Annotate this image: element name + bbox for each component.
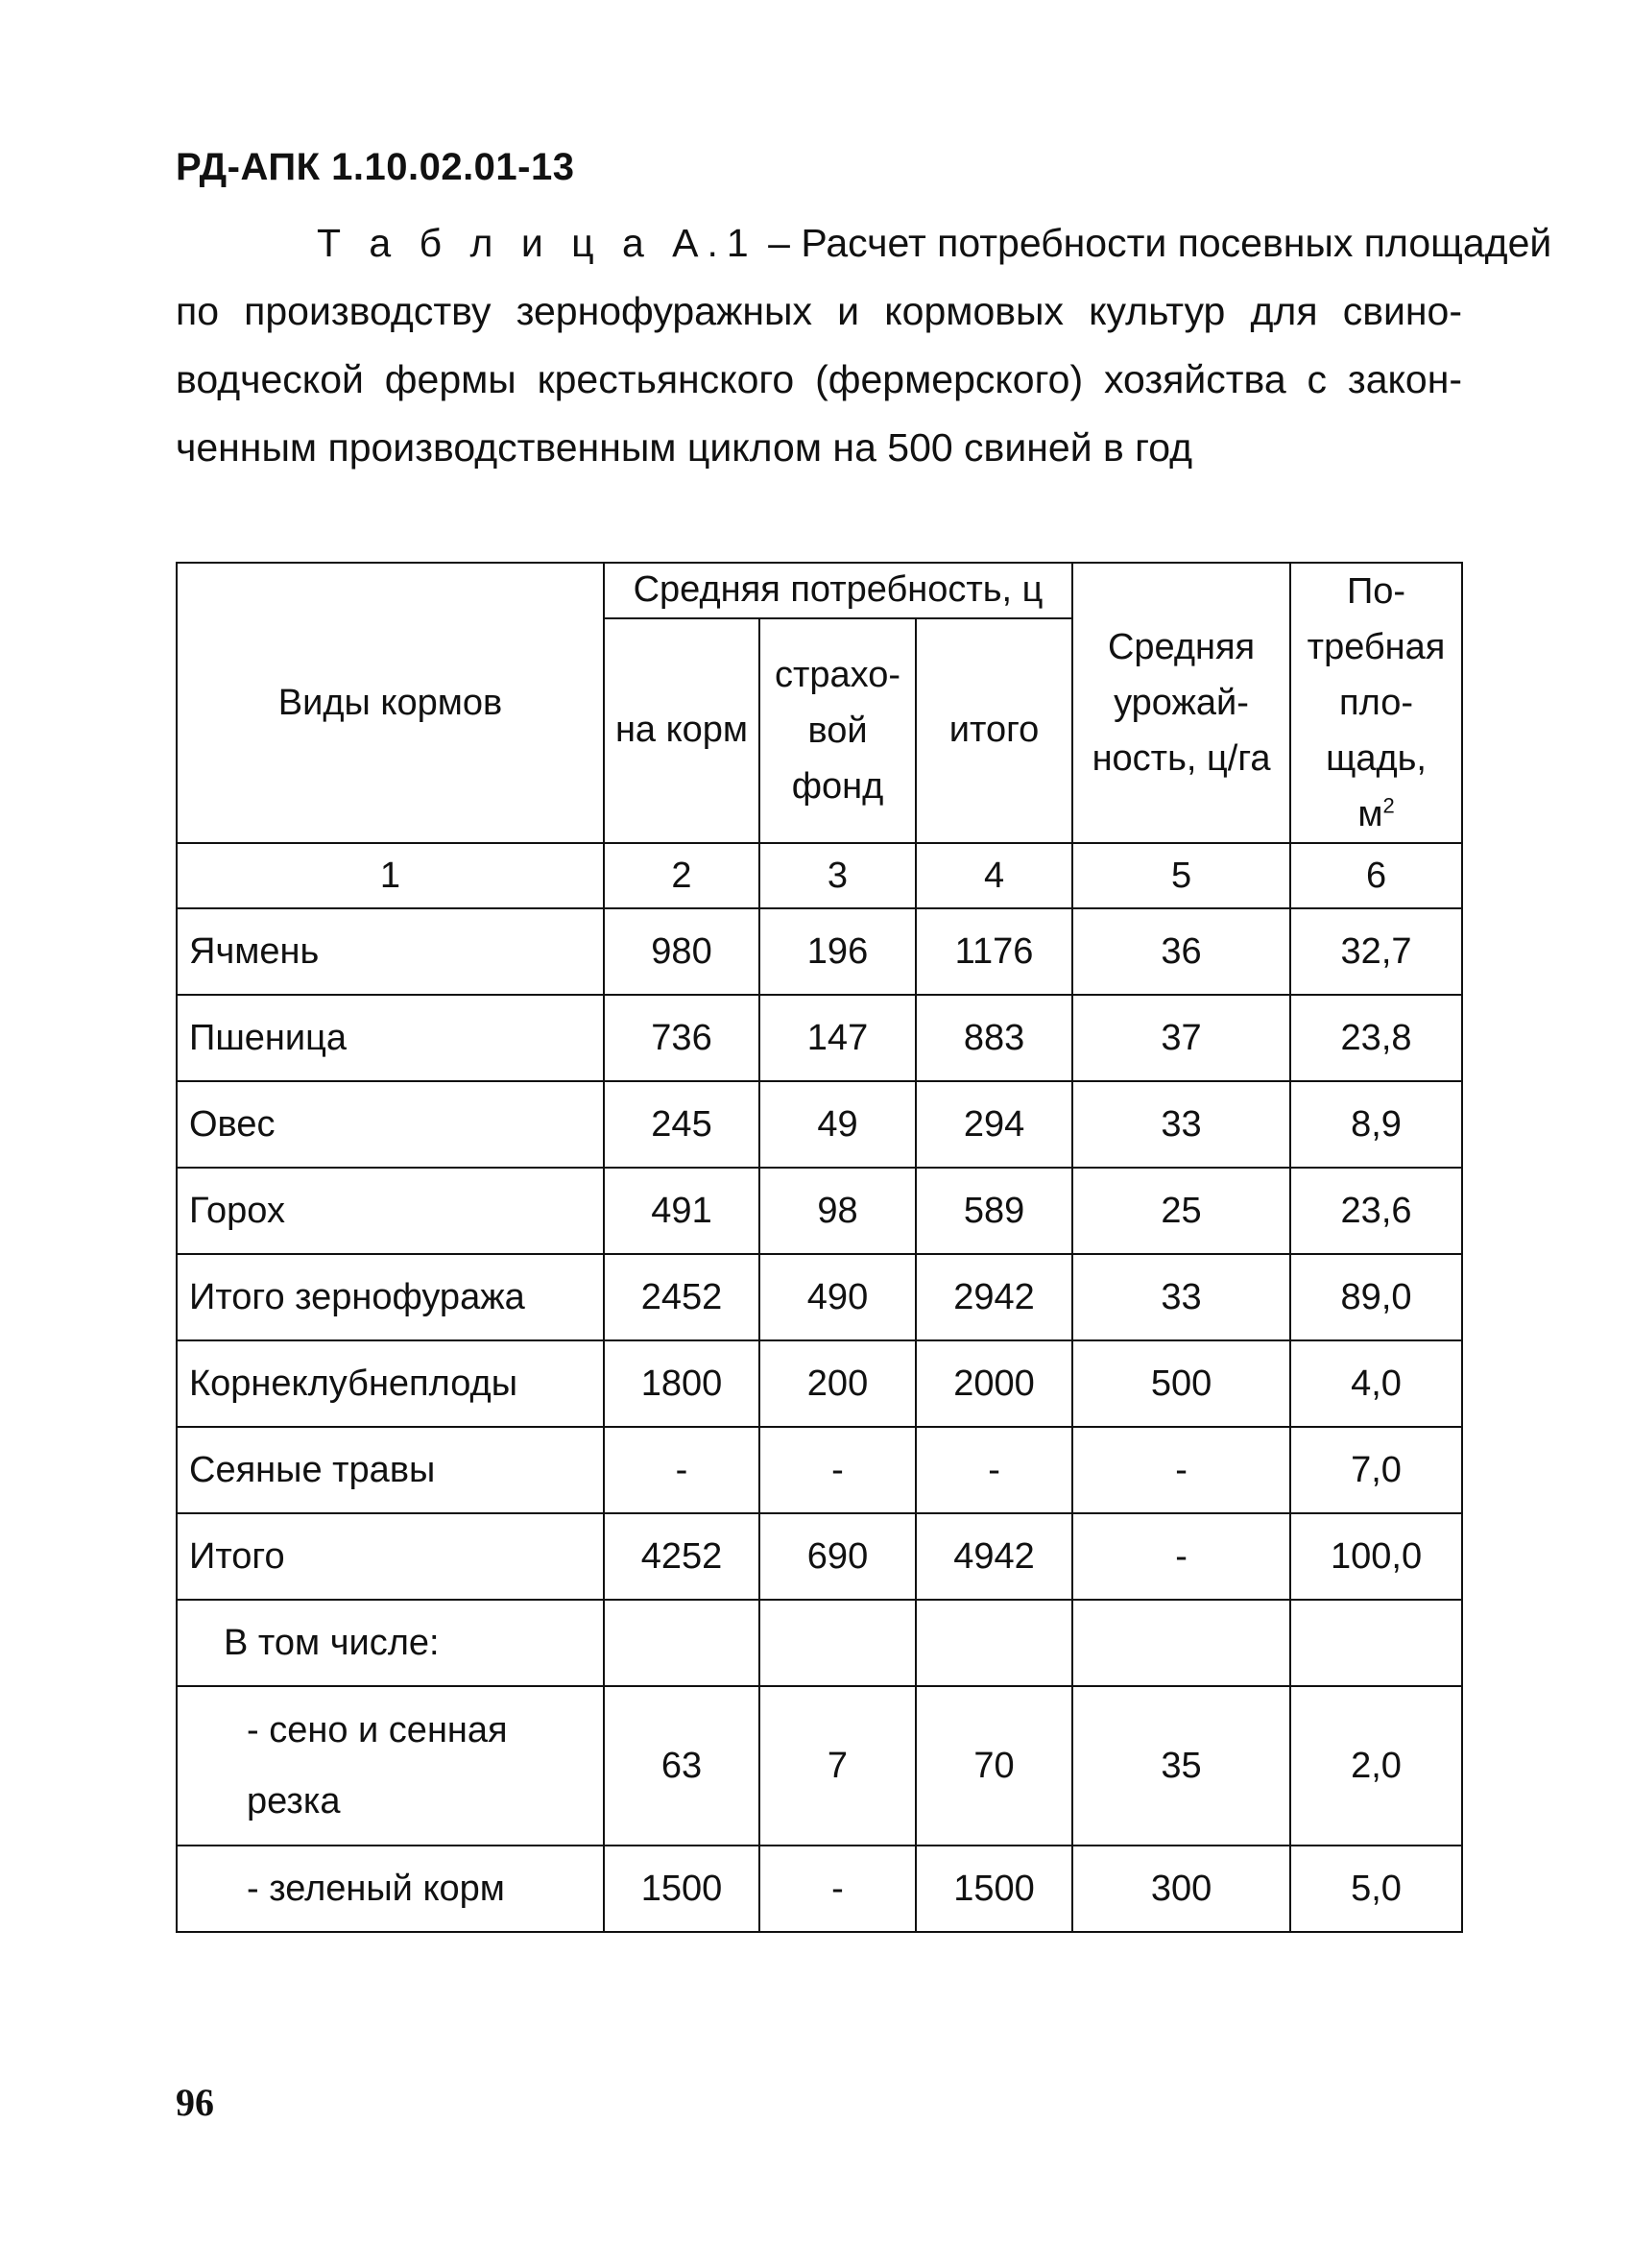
cell-total: 70 bbox=[916, 1686, 1072, 1846]
table-row bbox=[177, 1686, 1462, 1846]
caption-line-1 bbox=[176, 209, 1552, 277]
cell-insurance: 690 bbox=[759, 1513, 916, 1600]
cell-area: 8,9 bbox=[1290, 1081, 1462, 1168]
caption-line-4: ченным производственным циклом на 500 свиней в год bbox=[176, 425, 1193, 470]
cell-total: 1500 bbox=[916, 1846, 1072, 1932]
caption-text-1: Расчет потребности посевных площадей bbox=[801, 221, 1552, 265]
table-row bbox=[177, 1427, 1462, 1513]
cell-for-feed bbox=[604, 1600, 759, 1686]
cell-total: 2942 bbox=[916, 1254, 1072, 1340]
cell-yield: 37 bbox=[1072, 995, 1290, 1081]
table-row bbox=[177, 1340, 1462, 1427]
column-number-row bbox=[177, 843, 1462, 908]
cell-insurance: 196 bbox=[759, 908, 916, 995]
table-row bbox=[177, 1513, 1462, 1600]
cell-for-feed: 1800 bbox=[604, 1340, 759, 1427]
header-row-1 bbox=[177, 563, 1462, 618]
cell-insurance: - bbox=[759, 1427, 916, 1513]
cell-yield: 33 bbox=[1072, 1081, 1290, 1168]
table-row bbox=[177, 1081, 1462, 1168]
row-name: Ячмень bbox=[177, 908, 604, 995]
cell-insurance bbox=[759, 1600, 916, 1686]
cell-area: 23,8 bbox=[1290, 995, 1462, 1081]
header-insurance-fund: страхо- вой фонд bbox=[759, 618, 916, 843]
column-number: 5 bbox=[1072, 843, 1290, 908]
row-name: Овес bbox=[177, 1081, 604, 1168]
column-number: 6 bbox=[1290, 843, 1462, 908]
cell-insurance: 147 bbox=[759, 995, 916, 1081]
cell-yield: 36 bbox=[1072, 908, 1290, 995]
header-total: итого bbox=[916, 618, 1072, 843]
cell-area: 23,6 bbox=[1290, 1168, 1462, 1254]
cell-area: 32,7 bbox=[1290, 908, 1462, 995]
cell-area: 100,0 bbox=[1290, 1513, 1462, 1600]
header-for-feed: на корм bbox=[604, 618, 759, 843]
caption-line-3: водческой фермы крестьянского (фермерского) хозяйства с закон- bbox=[176, 357, 1462, 401]
cell-insurance: 200 bbox=[759, 1340, 916, 1427]
cell-total: 2000 bbox=[916, 1340, 1072, 1427]
cell-area bbox=[1290, 1600, 1462, 1686]
table-row bbox=[177, 1600, 1462, 1686]
feed-area-table bbox=[176, 562, 1463, 1933]
caption-dash: – bbox=[768, 221, 790, 265]
cell-insurance: - bbox=[759, 1846, 916, 1932]
cell-yield: 33 bbox=[1072, 1254, 1290, 1340]
page-number: 96 bbox=[176, 2081, 214, 2124]
row-name: Корнеклубнеплоды bbox=[177, 1340, 604, 1427]
cell-yield bbox=[1072, 1600, 1290, 1686]
row-name: - сено и сенная резка bbox=[177, 1686, 604, 1846]
cell-insurance: 490 bbox=[759, 1254, 916, 1340]
caption-line-2: по производству зернофуражных и кормовых культур для свино- bbox=[176, 289, 1462, 333]
table-row bbox=[177, 1254, 1462, 1340]
cell-yield: - bbox=[1072, 1427, 1290, 1513]
row-name: Горох bbox=[177, 1168, 604, 1254]
cell-total: 294 bbox=[916, 1081, 1072, 1168]
cell-insurance: 49 bbox=[759, 1081, 916, 1168]
header-feed-types: Виды кормов bbox=[177, 563, 604, 843]
table-caption bbox=[176, 209, 1552, 482]
cell-yield: 300 bbox=[1072, 1846, 1290, 1932]
row-name: - зеленый корм bbox=[177, 1846, 604, 1932]
column-number: 1 bbox=[177, 843, 604, 908]
row-name: Итого зернофуража bbox=[177, 1254, 604, 1340]
cell-total: - bbox=[916, 1427, 1072, 1513]
row-name: В том числе: bbox=[177, 1600, 604, 1686]
column-number: 2 bbox=[604, 843, 759, 908]
column-number: 3 bbox=[759, 843, 916, 908]
row-name: Итого bbox=[177, 1513, 604, 1600]
table-row bbox=[177, 1846, 1462, 1932]
row-name: Пшеница bbox=[177, 995, 604, 1081]
cell-yield: 35 bbox=[1072, 1686, 1290, 1846]
cell-for-feed: 980 bbox=[604, 908, 759, 995]
cell-area: 5,0 bbox=[1290, 1846, 1462, 1932]
cell-for-feed: 2452 bbox=[604, 1254, 759, 1340]
cell-for-feed: 736 bbox=[604, 995, 759, 1081]
cell-total: 4942 bbox=[916, 1513, 1072, 1600]
cell-for-feed: 245 bbox=[604, 1081, 759, 1168]
header-avg-yield: Средняя урожай- ность, ц/га bbox=[1072, 563, 1290, 843]
header-avg-need: Средняя потребность, ц bbox=[604, 563, 1072, 618]
cell-total bbox=[916, 1600, 1072, 1686]
cell-for-feed: - bbox=[604, 1427, 759, 1513]
cell-yield: - bbox=[1072, 1513, 1290, 1600]
cell-area: 2,0 bbox=[1290, 1686, 1462, 1846]
caption-label: Т а б л и ц а А.1 bbox=[317, 221, 757, 265]
table-row bbox=[177, 908, 1462, 995]
cell-area: 4,0 bbox=[1290, 1340, 1462, 1427]
header-required-area: По- требная пло- щадь, $м^2$ bbox=[1290, 563, 1462, 843]
cell-insurance: 7 bbox=[759, 1686, 916, 1846]
document-code: РД-АПК 1.10.02.01-13 bbox=[176, 146, 575, 188]
cell-area: 7,0 bbox=[1290, 1427, 1462, 1513]
cell-for-feed: 4252 bbox=[604, 1513, 759, 1600]
cell-total: 589 bbox=[916, 1168, 1072, 1254]
cell-for-feed: 1500 bbox=[604, 1846, 759, 1932]
cell-insurance: 98 bbox=[759, 1168, 916, 1254]
row-name: Сеяные травы bbox=[177, 1427, 604, 1513]
cell-total: 883 bbox=[916, 995, 1072, 1081]
column-number: 4 bbox=[916, 843, 1072, 908]
cell-yield: 500 bbox=[1072, 1340, 1290, 1427]
cell-for-feed: 63 bbox=[604, 1686, 759, 1846]
cell-for-feed: 491 bbox=[604, 1168, 759, 1254]
cell-total: 1176 bbox=[916, 908, 1072, 995]
cell-area: 89,0 bbox=[1290, 1254, 1462, 1340]
table-row bbox=[177, 1168, 1462, 1254]
table-row bbox=[177, 995, 1462, 1081]
cell-yield: 25 bbox=[1072, 1168, 1290, 1254]
